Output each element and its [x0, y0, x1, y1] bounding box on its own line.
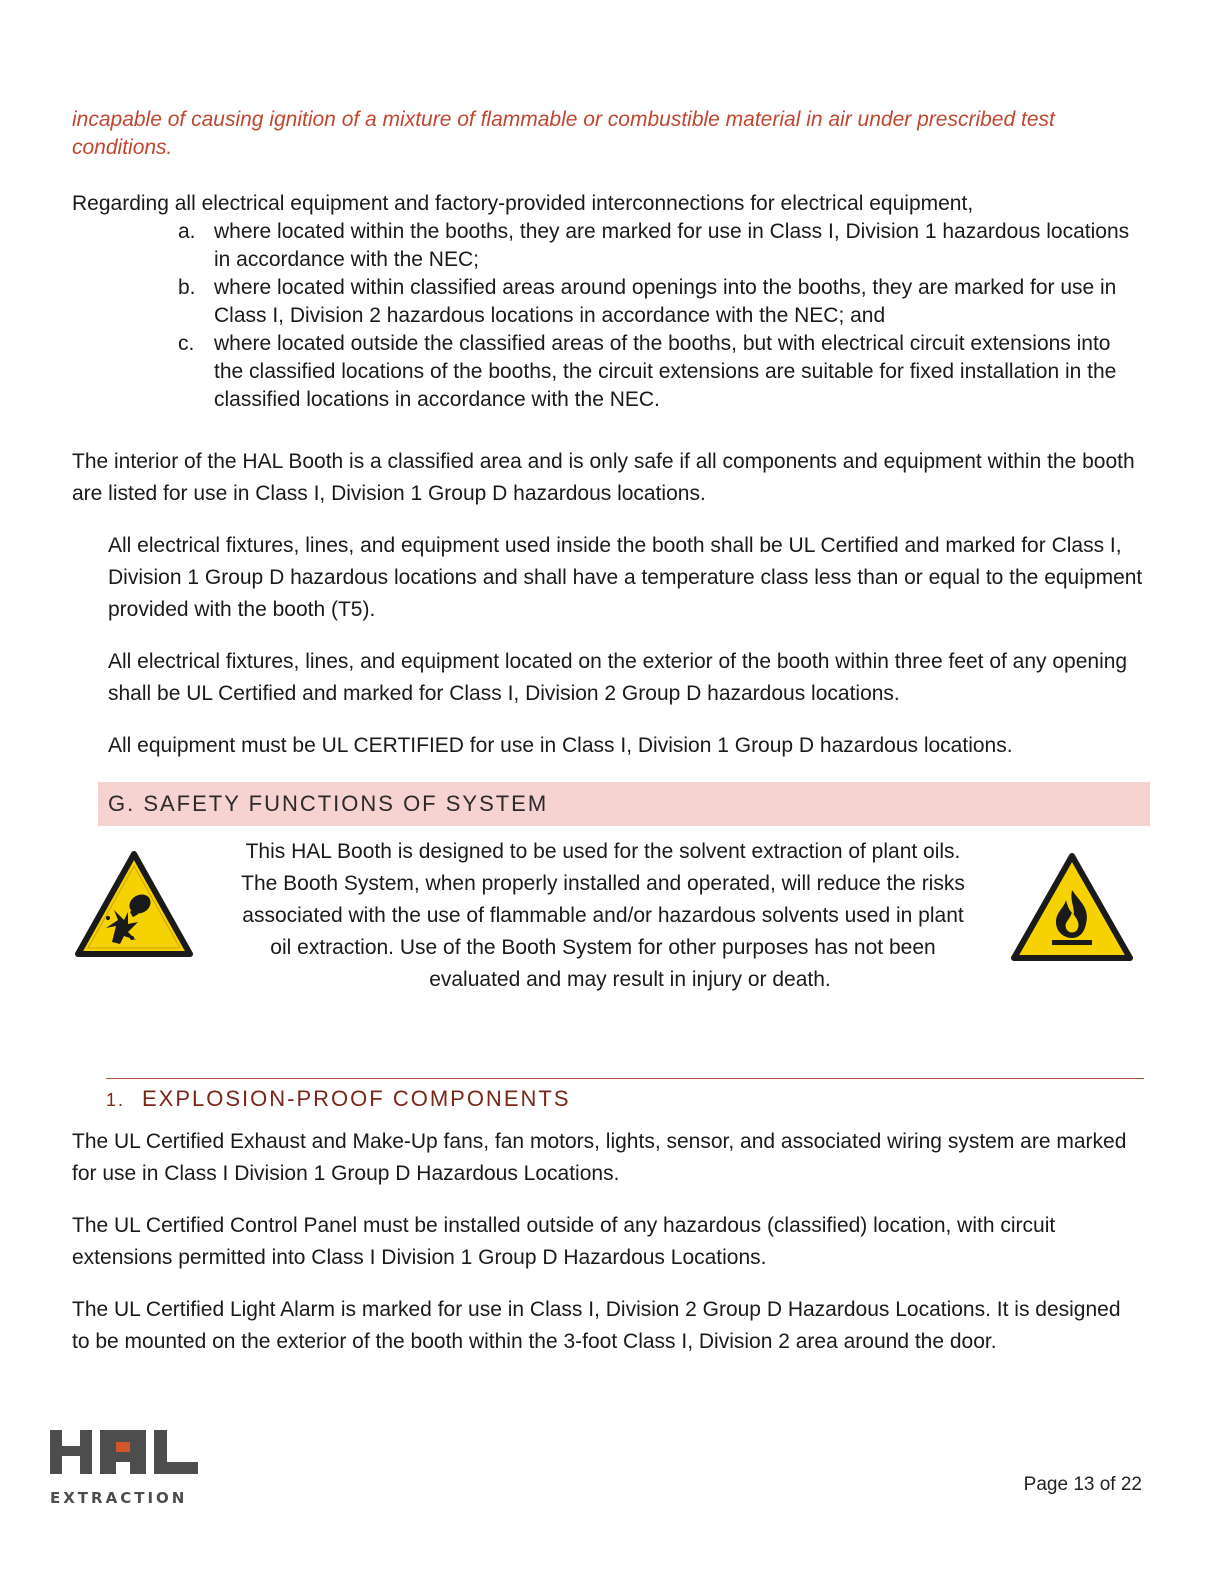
- section-1-paragraph: The UL Certified Control Panel must be installed outside of any hazardous (classified) location, with circuit extensions permitted into Class I Division 1 Group D Hazardous Locations.: [72, 1214, 1056, 1269]
- section-1-title: EXPLOSION-PROOF COMPONENTS: [142, 1086, 571, 1111]
- regarding-intro: Regarding all electrical equipment and factory-provided interconnections for electrical equipment,: [72, 192, 974, 215]
- interior-paragraph: The interior of the HAL Booth is a classified area and is only safe if all components and equipment within the booth are listed for use in Class I, Division 1 Group D hazardous locations.: [72, 450, 1135, 505]
- list-marker: b.: [178, 276, 196, 299]
- section-g-line: The Booth System, when properly installed and operated, will reduce the risks: [241, 872, 965, 895]
- section-g-band: [98, 782, 1150, 826]
- indented-paragraph: All electrical fixtures, lines, and equipment used inside the booth shall be UL Certified and marked for Class I, Division 1 Group D hazardous locations and shall have a temperature class less than or equal to the equipment provided with the booth (T5).: [108, 534, 1143, 621]
- section-g-title: G. SAFETY FUNCTIONS OF SYSTEM: [108, 791, 549, 816]
- section-g-line: associated with the use of flammable and/or hazardous solvents used in plant: [242, 904, 964, 927]
- section-1-number: 1.: [106, 1090, 126, 1110]
- section-g-line: evaluated and may result in injury or death.: [429, 968, 831, 991]
- page-number: Page 13 of 22: [1023, 1474, 1142, 1495]
- list-text: where located within classified areas around openings into the booths, they are marked for use in Class I, Division 2 hazardous locations in accordance with the NEC; and: [214, 276, 1117, 327]
- list-item: [178, 218, 1148, 274]
- list-text: where located within the booths, they are marked for use in Class I, Division 1 hazardous locations in accordance with the NEC;: [214, 220, 1130, 271]
- flammable-warning-icon: [1008, 850, 1136, 968]
- list-text: where located outside the classified areas of the booths, but with electrical circuit extensions into the classified locations of the booths, the circuit extensions are suitable for fixed installation in the classified locations in accordance with the NEC.: [214, 332, 1117, 411]
- list-item: [178, 330, 1148, 414]
- list-marker: c.: [178, 332, 195, 355]
- top-paragraph: incapable of causing ignition of a mixture of flammable or combustible material in air under prescribed test conditions.: [72, 108, 1055, 159]
- hal-extraction-logo: [50, 1430, 202, 1507]
- section-g-line: This HAL Booth is designed to be used for the solvent extraction of plant oils.: [245, 840, 961, 863]
- hal-logo-mark: [50, 1430, 202, 1476]
- hal-logo-subtitle: EXTRACTION: [50, 1489, 188, 1507]
- section-1-paragraph: The UL Certified Light Alarm is marked for use in Class I, Division 2 Group D Hazardous Locations. It is designed to be mounted on the exterior of the booth within the 3-foot Class I, Division 2 area around the door.: [72, 1298, 1121, 1353]
- section-1-paragraph: The UL Certified Exhaust and Make-Up fans, fan motors, lights, sensor, and associated wiring system are marked for use in Class I Division 1 Group D Hazardous Locations.: [72, 1130, 1127, 1185]
- explosive-warning-icon: [72, 848, 196, 964]
- section-g-line: oil extraction. Use of the Booth System for other purposes has not been: [270, 936, 936, 959]
- list-marker: a.: [178, 220, 196, 243]
- indented-paragraph: All electrical fixtures, lines, and equipment located on the exterior of the booth within three feet of any opening shall be UL Certified and marked for Class I, Division 2 Group D hazardous locations.: [108, 650, 1128, 705]
- section-g-body: [200, 836, 1006, 996]
- list-item: [178, 274, 1148, 330]
- section-1-heading: [106, 1086, 571, 1112]
- section-1-rule: [106, 1078, 1144, 1079]
- indented-paragraph: All equipment must be UL CERTIFIED for use in Class I, Division 1 Group D hazardous locations.: [108, 734, 1013, 757]
